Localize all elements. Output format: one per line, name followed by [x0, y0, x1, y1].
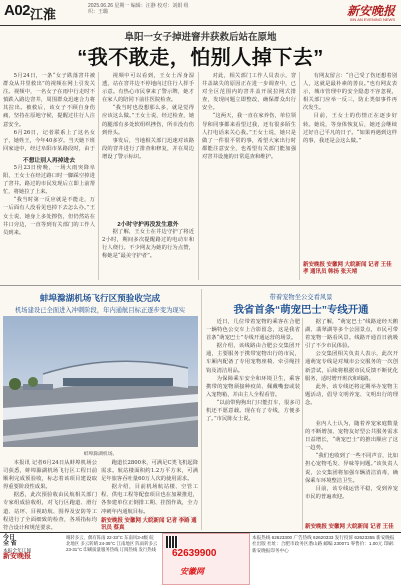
- story1-headline: “我不敢走，怕别人掉下去”: [77, 47, 324, 69]
- airport-illustration: [3, 316, 198, 447]
- story1-column-4: [303, 72, 397, 260]
- paragraph: “我当时也没想那么多，就是觉得应该这么做。”王女士说，经过检查，她的腿部有多处软组织挫伤，所幸没有伤到骨头。: [102, 105, 194, 136]
- paragraph: “我当时第一反应就是不能走，万一后面有人没看见也掉下去怎么办。”王女士说，她身上多处擦伤，但仍然站在井口旁边，一直等到有关部门的工作人员到来。: [3, 197, 95, 236]
- paragraph: 本报讯 记者6月24日从蚌埠机场公司获悉，蚌埠滁湖机场飞行区工程日前顺利完成预验收，标志着该项目建设取得重要阶段性成果。: [3, 460, 97, 491]
- paragraph: 近日，几位带着宠物的乘客在合肥一辆特色公交车上合影留念，这是我省首条“萌宠巴士”专线开通运营的场景。: [206, 319, 300, 342]
- story3-subtitle: 带着宠物坐公交看风景: [269, 294, 333, 301]
- paragraph: [101, 516, 198, 517]
- paragraph: 5月24日，一条“女子跌落窨井被群众从井里救出”的视频在网上引发关注。视频中，一名女子在雨中行走时不慎跌入路边窨井，周围群众迅速合力将其拉出。被救后，该女子不顾自身伤痛，坚持在原地守候，提醒过往行人注意安全。: [3, 73, 95, 128]
- paragraph: 据了解，“萌宠巴士”线路途经天鹅湖、翡翠湖等多个公园景点，市民可带着宠物一路看风景。线路开通首日就吸引了不少市民体验。: [305, 319, 398, 350]
- paragraph: 5月23日傍晚，一场大雨突降阜阳，王女士在经过路口时一脚踩空掉进了窨井。路过的市民发现后立即上前帮忙，将她拉了上来。: [3, 165, 95, 196]
- column-divider: [201, 289, 202, 530]
- ad-logo: 安徽网: [180, 567, 204, 576]
- column-divider: [198, 72, 199, 280]
- paragraph: “这两天，我一直在家养伤，单位领导和同事都来看望过我，还有很多陌生人打电话来关心我。”王女士说，她只是做了一件很平常的事，希望大家出行时都能注意安全，也希望有关部门能加强对窨井设施的日常巡查和维护。: [202, 113, 296, 160]
- weather-today: 今日: [3, 535, 16, 541]
- footer-info: 本报热线 62623300 广告热线 62620333 发行投诉 62623355 新安晚报社出版 社址：合肥市政务区潜山路 邮编 230071 零售价：1.00元 印刷：新安晚报印务中心: [252, 535, 398, 553]
- story1-column-1: [3, 72, 95, 152]
- newspaper-logo-sub: XIN AN EVENING NEWS: [349, 17, 395, 22]
- story1-subtitle: 阜阳一女子掉进窨井获救后站在原地: [124, 32, 277, 43]
- paragraph: 据介绍，该线路由合肥公交集团开通，主要服务于携带宠物出行的市民，车厢内配备了专用宠物座椅、牵引绳挂钩及清洁用品。: [206, 343, 300, 374]
- story1-column-2: [102, 72, 194, 216]
- story1-subhead-2: 2小时守护再没发生意外: [117, 222, 179, 228]
- footer-weather-label: [3, 535, 63, 561]
- story2-subtitle: 机场建设已全面进入冲刺阶段，年内通航目标正逐步变为现实: [14, 307, 185, 314]
- story3-column-2: [305, 318, 398, 418]
- column-divider: [299, 72, 300, 280]
- column-divider: [302, 318, 303, 530]
- paragraph: 目前，王女士的伤情正在逐步好转。她说，等身体恢复后，她还会继续过好自己平凡的日子。“如果再遇到这样的事，我还是会这么做。”: [303, 113, 397, 144]
- story1-column-2b: [102, 228, 194, 280]
- paragraph: 据悉，此次预验收由民航相关部门专家组成验收组，对飞行区跑道、滑行道、站坪、目视助航、围界及安防等工程进行了全面细致的检查，各项指标均符合设计和规范要求。: [3, 492, 97, 531]
- paragraph: 视频中可以看到，王女士浑身湿透，站在窨井边不停地向过往行人挥手示意。有热心市民拿来了警示牌，她才在家人的陪同下前往医院检查。: [102, 73, 194, 104]
- page-number: A02: [4, 2, 31, 19]
- section-name: 江淮: [30, 7, 57, 22]
- story1-column-3: [202, 72, 296, 280]
- story3-column-1: [206, 318, 300, 530]
- weather-province: 全 省: [3, 541, 17, 548]
- masthead-rule: [0, 25, 401, 26]
- story3-byline: 新安晚报 安徽网 大皖新闻 记者 王佳: [305, 524, 394, 530]
- paragraph: 6月26日，记者联系上了这名女子，她姓王，今年40多岁。当天她下班回家途中，经过阜阳市某路段时，由于: [3, 129, 95, 152]
- airport-photo: [3, 316, 198, 447]
- qr-code-icon: [166, 536, 178, 548]
- story1-column-1b: [3, 164, 95, 282]
- paragraph: 业内人士认为，随着养宠家庭数量的不断增加，宠物友好型公共服务需求日益增长，“萌宠巴士”的推出顺应了这一趋势。: [305, 421, 398, 452]
- subscribe-label: 本报全年订阅: [3, 547, 32, 553]
- story2-column-2: [101, 459, 198, 517]
- paragraph: 公交集团相关负责人表示，此次开通萌宠专线是对城市公交服务的一次创新尝试，后续将根据市民反馈不断优化服务，适时增开班次和线路。: [305, 351, 398, 382]
- paragraph: 此外，该专线还将定期举办宠物主题活动，倡导文明养宠、文明出行的理念。: [305, 383, 398, 406]
- story3-headline: 我省首条“萌宠巴士”专线开通: [233, 305, 369, 316]
- footer-weather-text: 晴转多云，偶有阵雨 22-33°C 东南风3-4级 皖北地区 多云转晴 24-35°C 江南地区 阵雨转多云 23-31°C 印刷质量服务热线 订阅热线 发行热线: [66, 535, 158, 552]
- date-line: 2025.06.26 星期一 编辑：汪静 校对：刘娟 组织：王璐: [88, 3, 189, 15]
- paragraph: 跑道长2800米，可满足C类飞机起降需求。航站楼面积约1.2万平方米，可满足年旅客吞吐量60万人次的使用需求。: [101, 460, 198, 483]
- section-divider: [0, 285, 401, 286]
- paragraph: 据了解，王女士在井边守护了将近2小时，期间多次提醒路过的电动车和行人绕行。不少网友为她的行为点赞，称她是“最美守护者”。: [102, 229, 194, 260]
- story1-byline: 新安晚报 安徽网 大皖新闻 记者 王佳孝 通讯员 韩扬 张天靖: [303, 262, 392, 275]
- paragraph: 对此，相关部门工作人员表示，窨井盖缺失的原因正在进一步调查中，已对全区范围内的窨井盖开展拉网式排查，发现问题立即整改，确保群众出行安全。: [202, 73, 296, 112]
- story1-subhead-1: 不想让别人再掉进去: [22, 158, 76, 164]
- paragraph: 据介绍，目前机场航站楼、空管工程、供电工程等配套项目也在加紧推进，各参建单位正倒排工期、挂图作战，全力冲刺年内通航目标。: [101, 484, 198, 515]
- story2-headline: 蚌埠滁湖机场飞行区预验收完成: [39, 293, 161, 303]
- paragraph: 有网友留言：“自己受了伤还想着别人，这就是最朴素的善良。”也有网友表示，城市管理中的安全隐患不容忽视，相关部门应举一反三，防止类似事件再次发生。: [303, 73, 397, 112]
- paragraph: “以前带狗狗出门只能打车，很多司机还不愿意载。现在有了专线，方便多了。”市民陈女士说。: [206, 399, 300, 423]
- paragraph: 为保障乘车安全和环境卫生，乘客携带的宠物须接种疫苗、佩戴嘴套或装入宠物箱，并由主人全程看管。: [206, 375, 300, 398]
- newspaper-logo: 新安晚报: [346, 4, 395, 18]
- column-divider: [98, 72, 99, 280]
- story3-column-3: [305, 420, 398, 520]
- ad-phone-number: 62639900: [172, 548, 217, 559]
- story2-column-1: [3, 459, 97, 531]
- photo-caption: 蚌埠滁湖机场。: [83, 452, 118, 457]
- paragraph: 目前，该专线运营平稳，受到养宠市民的普遍欢迎。: [305, 485, 398, 500]
- paragraph: “我们也收到了一些不同声音，比如担心宠物毛发、异味等问题。”该负责人说，公交集团将加强车辆清洁消毒，确保乘车环境整洁卫生。: [305, 453, 398, 484]
- story2-byline: 新安晚报 安徽网 大皖新闻 记者 李路 通讯员 蔡真: [101, 518, 197, 531]
- paragraph: 事发后，当地相关部门迅速对该路段的窨井进行了排查和修复，并在周边增设了警示标识。: [102, 137, 194, 160]
- footer-paper-name: 新安晚报: [3, 553, 31, 561]
